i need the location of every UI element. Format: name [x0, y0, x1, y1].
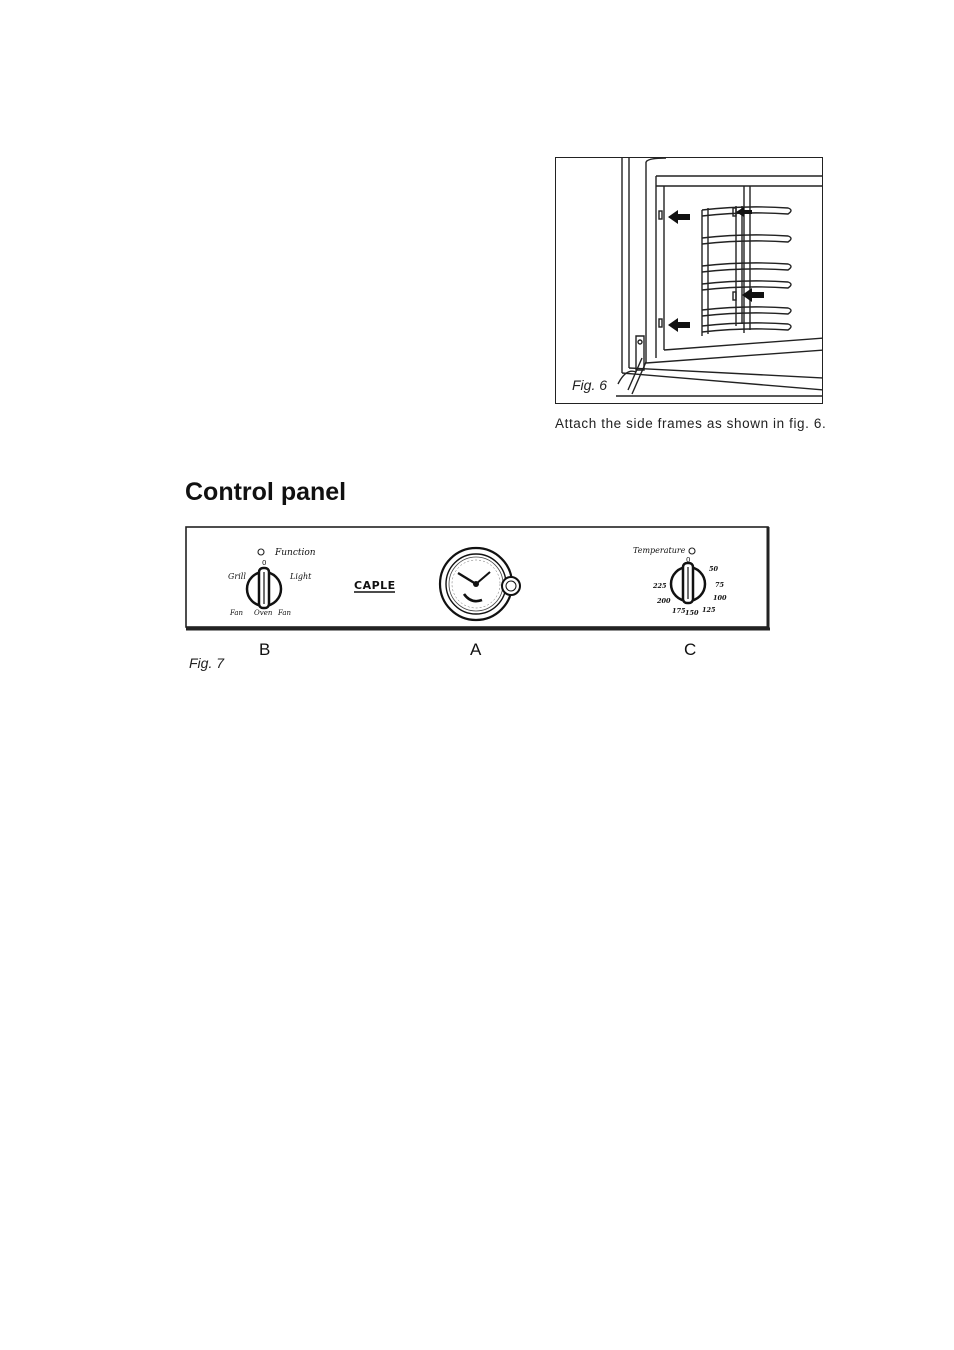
- figure-6-caption: Attach the side frames as shown in fig. 6.: [555, 416, 827, 431]
- figure-6-label: Fig. 6: [572, 377, 608, 393]
- control-panel-drawing: [178, 526, 772, 634]
- clock-letter: A: [470, 640, 482, 659]
- temperature-225: 225: [653, 582, 667, 590]
- function-title: Function: [275, 548, 316, 558]
- function-grill-label: Grill: [228, 572, 246, 581]
- temperature-175: 175: [672, 607, 686, 615]
- temperature-200: 200: [657, 597, 671, 605]
- function-knob-letter: B: [259, 640, 271, 659]
- function-light-label: Light: [290, 572, 312, 581]
- function-oven-label: Oven: [254, 609, 273, 617]
- figure-6-illustration: [555, 157, 823, 404]
- clock-setting-knob[interactable]: [502, 577, 520, 595]
- temperature-title: Temperature: [633, 546, 686, 555]
- caple-logo: CAPLE: [354, 579, 396, 592]
- temperature-100: 100: [713, 594, 727, 602]
- function-zero-mark: 0: [262, 559, 267, 567]
- temperature-knob-letter: C: [684, 640, 697, 659]
- control-panel-illustration: [178, 526, 772, 634]
- temperature-zero-mark: 0: [686, 556, 691, 564]
- function-fan-label-right: Fan: [278, 609, 292, 617]
- temperature-125: 125: [702, 606, 716, 614]
- function-fan-label-left: Fan: [230, 609, 244, 617]
- temperature-75: 75: [715, 581, 725, 589]
- temperature-150: 150: [685, 609, 699, 617]
- clock-timer-dial[interactable]: [440, 548, 512, 620]
- section-heading: Control panel: [185, 478, 347, 506]
- figure-7-label: Fig. 7: [189, 655, 225, 671]
- oven-side-frames-drawing: [556, 158, 823, 404]
- temperature-50: 50: [709, 565, 719, 573]
